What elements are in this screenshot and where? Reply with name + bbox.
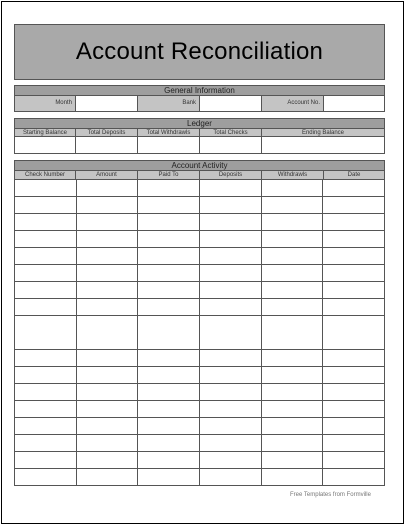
activity-table [14, 180, 385, 482]
account-number-label: Account No. [262, 95, 324, 112]
activity-cell[interactable] [323, 418, 385, 435]
activity-cell[interactable] [200, 469, 262, 486]
activity-cell[interactable] [262, 214, 324, 231]
activity-cell[interactable] [323, 316, 385, 350]
total-checks-field[interactable] [200, 136, 262, 154]
activity-cell[interactable] [77, 401, 139, 418]
activity-cell[interactable] [138, 282, 200, 299]
activity-cell[interactable] [200, 265, 262, 282]
activity-col-amount: Amount [76, 170, 138, 180]
ledger-col-starting-balance: Starting Balance [14, 128, 76, 137]
activity-cell[interactable] [200, 418, 262, 435]
activity-row [14, 418, 385, 435]
activity-cell[interactable] [262, 282, 324, 299]
activity-cell[interactable] [138, 265, 200, 282]
activity-cell[interactable] [323, 435, 385, 452]
activity-cell[interactable] [138, 401, 200, 418]
ledger-col-total-withdrawls: Total Withdrawls [138, 128, 200, 137]
month-field[interactable] [76, 95, 138, 112]
activity-cell[interactable] [14, 265, 77, 282]
activity-cell[interactable] [77, 248, 139, 265]
activity-cell[interactable] [200, 214, 262, 231]
activity-cell[interactable] [323, 197, 385, 214]
activity-cell[interactable] [323, 299, 385, 316]
activity-col-check-number: Check Number [14, 170, 76, 180]
activity-cell[interactable] [14, 367, 77, 384]
month-label: Month [14, 95, 76, 112]
activity-cell[interactable] [138, 197, 200, 214]
activity-cell[interactable] [77, 469, 139, 486]
total-deposits-field[interactable] [76, 136, 138, 154]
activity-cell[interactable] [200, 350, 262, 367]
activity-cell[interactable] [262, 384, 324, 401]
account-number-field[interactable] [324, 95, 385, 112]
activity-row [14, 214, 385, 231]
activity-cell[interactable] [323, 265, 385, 282]
activity-col-withdrawls: Withdrawls [262, 170, 324, 180]
activity-cell[interactable] [323, 469, 385, 486]
activity-cell[interactable] [14, 248, 77, 265]
activity-row [14, 282, 385, 299]
activity-row [14, 231, 385, 248]
activity-row [14, 299, 385, 316]
ending-balance-field[interactable] [262, 136, 385, 154]
activity-cell[interactable] [323, 214, 385, 231]
activity-cell[interactable] [14, 384, 77, 401]
activity-cell[interactable] [14, 435, 77, 452]
activity-cell[interactable] [77, 231, 139, 248]
activity-row [14, 452, 385, 469]
activity-cell[interactable] [138, 214, 200, 231]
activity-cell[interactable] [138, 248, 200, 265]
general-info-row [14, 95, 385, 112]
activity-cell[interactable] [77, 265, 139, 282]
activity-cell[interactable] [138, 418, 200, 435]
footer-credit: Free Templates from Formville [290, 492, 371, 498]
activity-cell[interactable] [262, 231, 324, 248]
ledger-input-row [14, 136, 385, 154]
activity-row [14, 316, 385, 350]
activity-cell[interactable] [14, 418, 77, 435]
activity-cell[interactable] [14, 180, 77, 197]
activity-cell[interactable] [262, 248, 324, 265]
activity-cell[interactable] [323, 350, 385, 367]
activity-cell[interactable] [262, 180, 324, 197]
activity-cell[interactable] [138, 384, 200, 401]
activity-cell[interactable] [138, 299, 200, 316]
activity-row [14, 197, 385, 214]
activity-cell[interactable] [323, 452, 385, 469]
activity-cell[interactable] [200, 367, 262, 384]
activity-cell[interactable] [323, 180, 385, 197]
activity-cell[interactable] [14, 197, 77, 214]
activity-cell[interactable] [77, 180, 139, 197]
activity-cell[interactable] [200, 299, 262, 316]
activity-cell[interactable] [138, 452, 200, 469]
activity-row [14, 180, 385, 197]
activity-cell[interactable] [138, 231, 200, 248]
activity-row [14, 469, 385, 486]
activity-cell[interactable] [77, 384, 139, 401]
page-title: Account Reconciliation [75, 38, 324, 65]
activity-row [14, 248, 385, 265]
activity-cell[interactable] [323, 384, 385, 401]
activity-cell[interactable] [14, 469, 77, 486]
ledger-header: Ledger [14, 118, 385, 129]
activity-cell[interactable] [200, 452, 262, 469]
activity-cell[interactable] [262, 367, 324, 384]
activity-cell[interactable] [77, 418, 139, 435]
activity-cell[interactable] [14, 214, 77, 231]
activity-cell[interactable] [138, 469, 200, 486]
ledger-col-total-deposits: Total Deposits [76, 128, 138, 137]
activity-cell[interactable] [138, 435, 200, 452]
starting-balance-field[interactable] [14, 136, 76, 154]
activity-cell[interactable] [200, 384, 262, 401]
activity-cell[interactable] [138, 350, 200, 367]
activity-cell[interactable] [200, 282, 262, 299]
activity-cell[interactable] [323, 282, 385, 299]
activity-cell[interactable] [77, 282, 139, 299]
activity-cell[interactable] [200, 435, 262, 452]
activity-cell[interactable] [262, 435, 324, 452]
activity-row [14, 350, 385, 367]
activity-cell[interactable] [262, 265, 324, 282]
activity-cell[interactable] [262, 452, 324, 469]
activity-cell[interactable] [138, 180, 200, 197]
activity-row [14, 384, 385, 401]
activity-cell[interactable] [14, 401, 77, 418]
activity-row [14, 367, 385, 384]
activity-cell[interactable] [14, 282, 77, 299]
activity-cell[interactable] [200, 231, 262, 248]
activity-cell[interactable] [14, 350, 77, 367]
ledger-col-total-checks: Total Checks [200, 128, 262, 137]
activity-cell[interactable] [200, 316, 262, 350]
activity-cell[interactable] [262, 197, 324, 214]
activity-col-deposits: Deposits [200, 170, 262, 180]
activity-cell[interactable] [323, 367, 385, 384]
activity-cell[interactable] [77, 299, 139, 316]
activity-cell[interactable] [14, 231, 77, 248]
activity-cell[interactable] [323, 401, 385, 418]
activity-cell[interactable] [262, 316, 324, 350]
activity-col-paid-to: Paid To [138, 170, 200, 180]
activity-cell[interactable] [200, 197, 262, 214]
activity-cell[interactable] [77, 316, 139, 350]
total-withdrawls-field[interactable] [138, 136, 200, 154]
activity-cell[interactable] [14, 299, 77, 316]
activity-cell[interactable] [200, 248, 262, 265]
activity-cell[interactable] [262, 350, 324, 367]
activity-column-headers [14, 170, 385, 180]
activity-row [14, 401, 385, 418]
activity-col-date: Date [324, 170, 385, 180]
activity-cell[interactable] [138, 316, 200, 350]
activity-cell[interactable] [262, 299, 324, 316]
activity-cell[interactable] [77, 452, 139, 469]
activity-cell[interactable] [323, 248, 385, 265]
bank-label: Bank [138, 95, 200, 112]
account-activity-header: Account Activity [14, 160, 385, 171]
activity-cell[interactable] [14, 452, 77, 469]
ledger-col-ending-balance: Ending Balance [262, 128, 385, 137]
general-info-header: General Information [14, 85, 385, 96]
activity-cell[interactable] [14, 316, 77, 350]
activity-cell[interactable] [262, 418, 324, 435]
activity-cell[interactable] [77, 435, 139, 452]
bank-field[interactable] [200, 95, 262, 112]
activity-cell[interactable] [77, 214, 139, 231]
activity-cell[interactable] [200, 401, 262, 418]
activity-cell[interactable] [323, 231, 385, 248]
title-banner [14, 24, 385, 80]
activity-cell[interactable] [200, 180, 262, 197]
activity-row [14, 265, 385, 282]
activity-cell[interactable] [77, 197, 139, 214]
activity-cell[interactable] [77, 350, 139, 367]
activity-cell[interactable] [138, 367, 200, 384]
activity-row [14, 435, 385, 452]
activity-cell[interactable] [262, 401, 324, 418]
activity-cell[interactable] [77, 367, 139, 384]
activity-cell[interactable] [262, 469, 324, 486]
